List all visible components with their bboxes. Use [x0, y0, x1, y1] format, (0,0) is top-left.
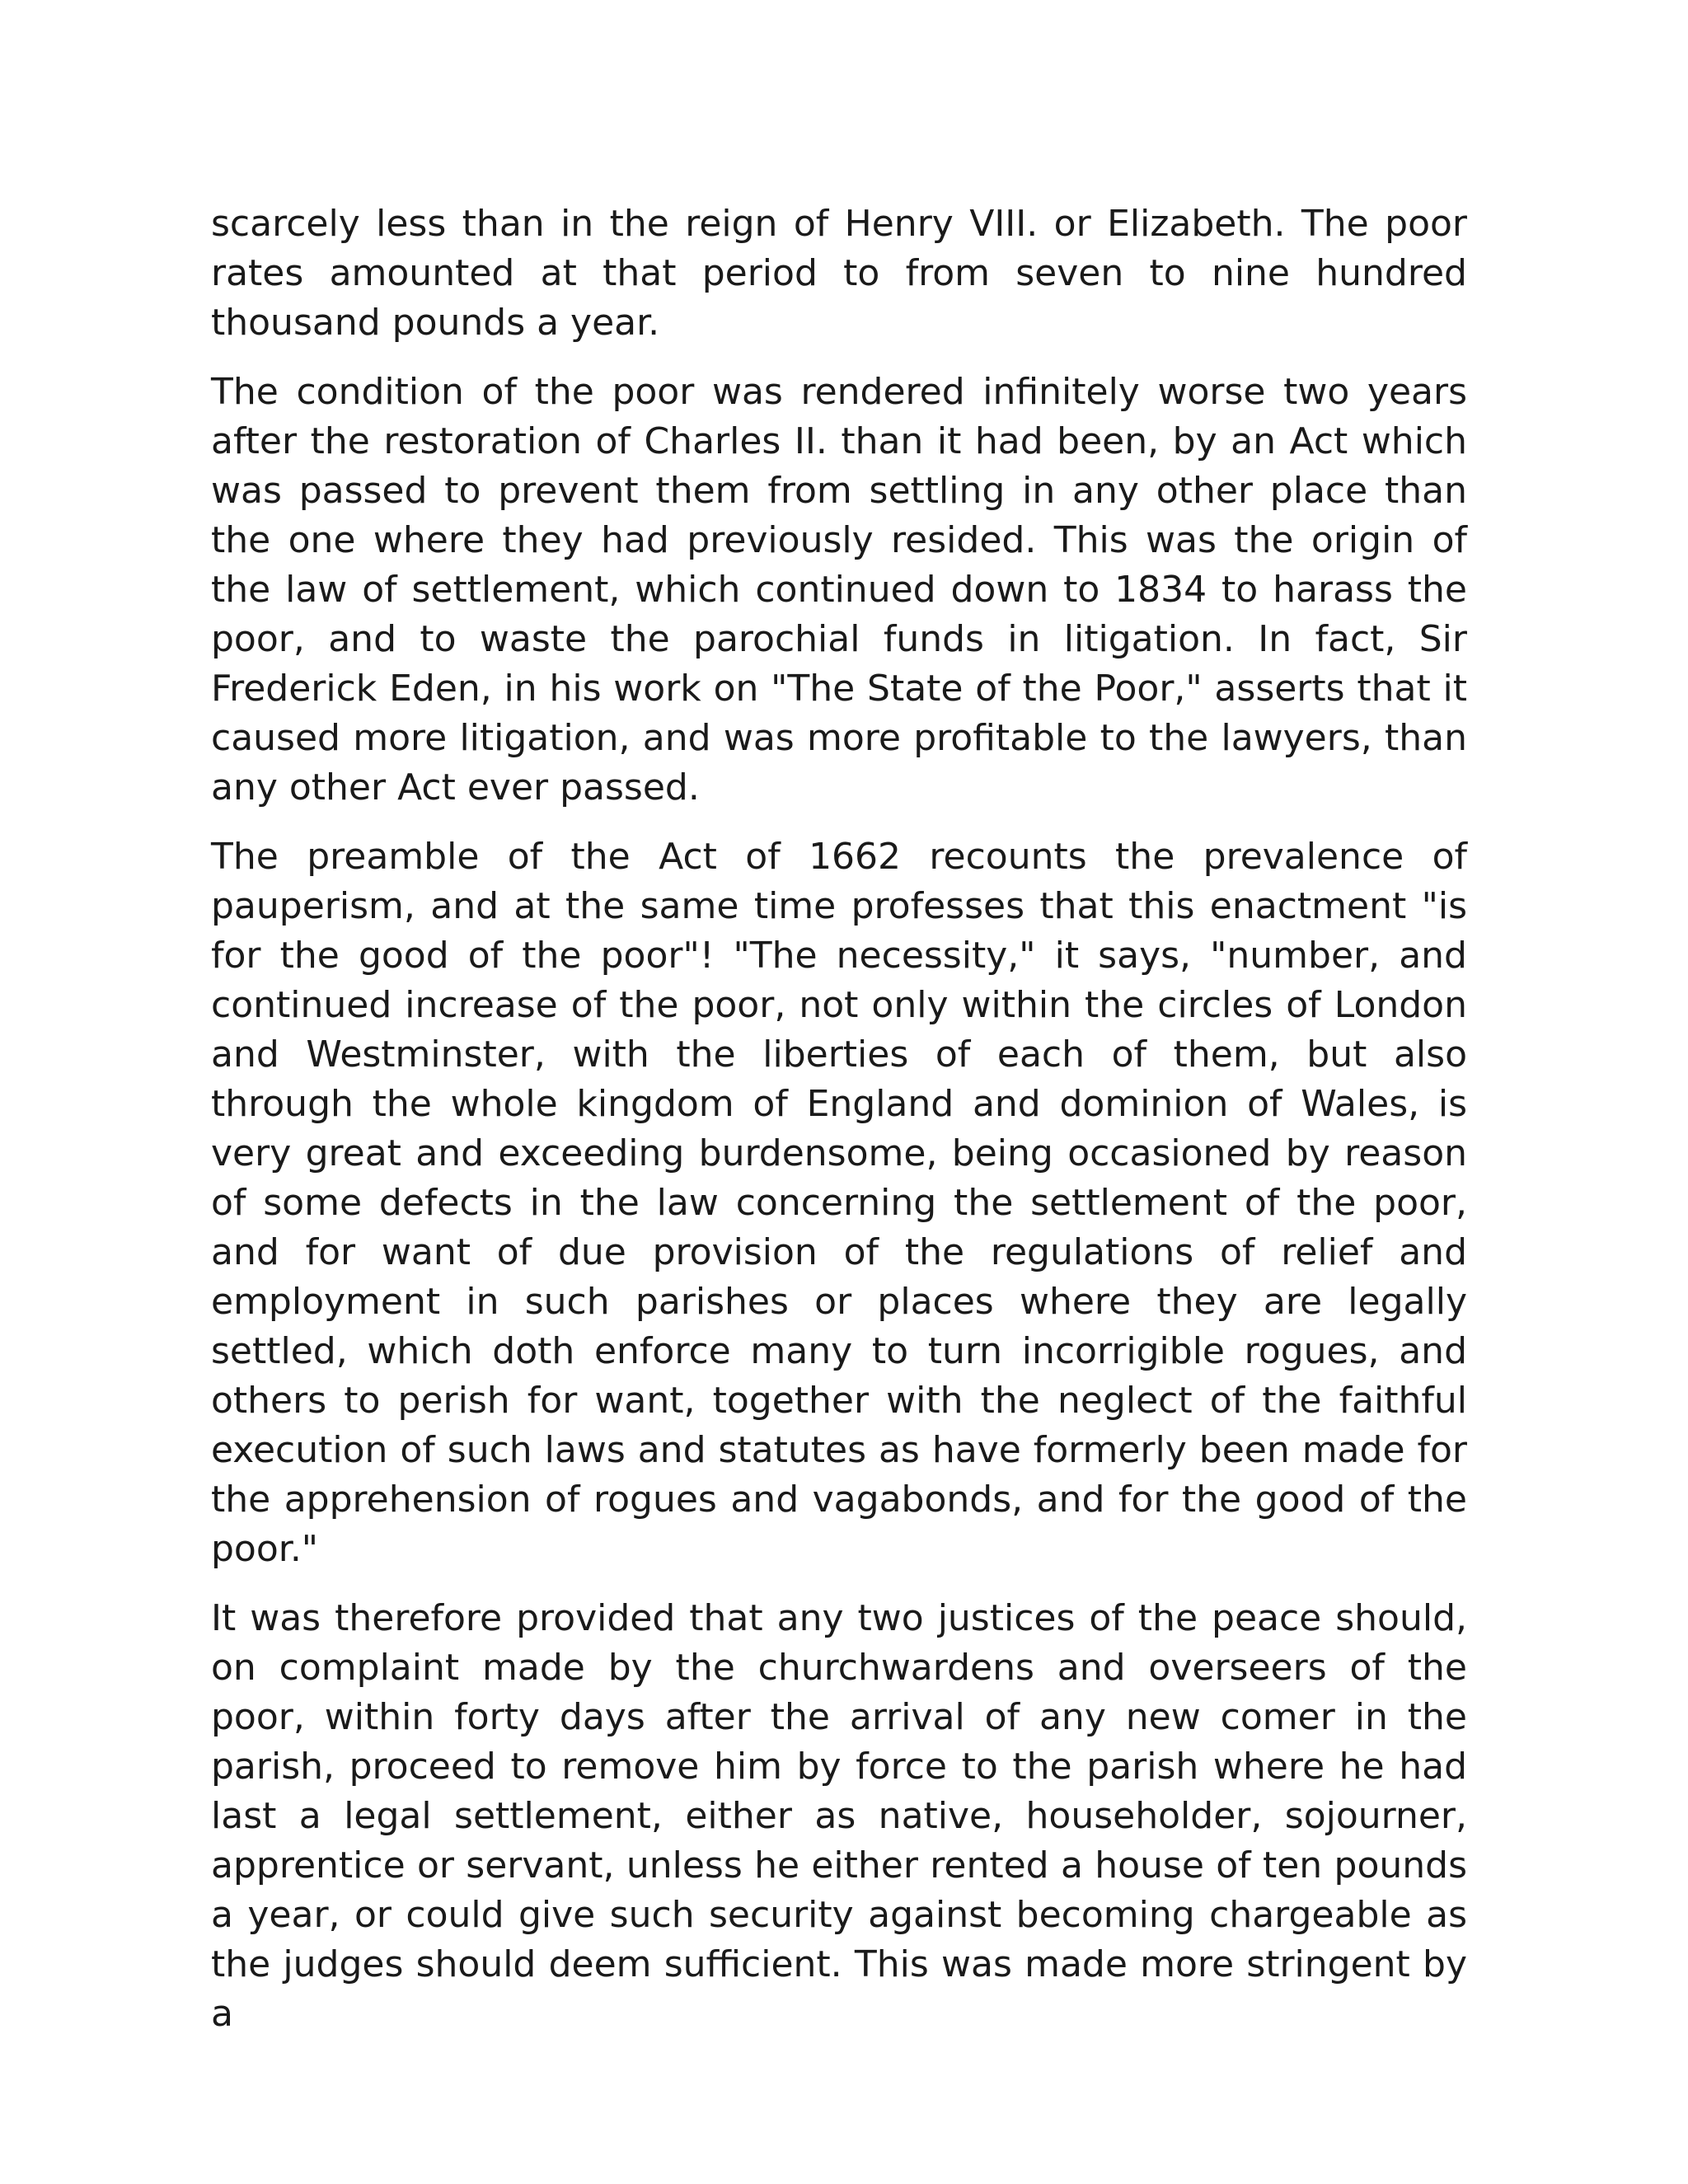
paragraph: It was therefore provided that any two justices of the peace should, on complaint made by the churchwardens and overseers of the poor, within forty days after the arrival of any new comer in the parish, proceed to remove him by force to the parish where he had last a legal settlement, either as native, householder, sojourner, apprentice or servant, unless he either rented a house of ten pounds a year, or could give such security against becoming chargeable as the judges should deem sufficient. This was made more stringent by a: [211, 1597, 1467, 2035]
paragraph: The condition of the poor was rendered infinitely worse two years after the restoration of Charles II. than it had been, by an Act which was passed to prevent them from settling in any other place than the one where they had previously resided. This was the origin of the law of settlement, which continued down to 1834 to harass the poor, and to waste the parochial funds in litigation. In fact, Sir Frederick Eden, in his work on "The State of the Poor," asserts that it caused more litigation, and was more profitable to the lawyers, than any other Act ever passed.: [211, 371, 1467, 808]
body-text: [211, 199, 1467, 2039]
paragraph: The preamble of the Act of 1662 recounts the prevalence of pauperism, and at the same time professes that this enactment "is for the good of the poor"! "The necessity," it says, "number, and continued increase of the poor, not only within the circles of London and Westminster, with the liberties of each of them, but also through the whole kingdom of England and dominion of Wales, is very great and exceeding burdensome, being occasioned by reason of some defects in the law concerning the settlement of the poor, and for want of due provision of the regulations of relief and employment in such parishes or places where they are legally settled, which doth enforce many to turn incorrigible rogues, and others to perish for want, together with the neglect of the faithful execution of such laws and statutes as have formerly been made for the apprehension of rogues and vagabonds, and for the good of the poor.": [211, 836, 1467, 1570]
paragraph: scarcely less than in the reign of Henry VIII. or Elizabeth. The poor rates amounted at that period to from seven to nine hundred thousand pounds a year.: [211, 203, 1467, 344]
